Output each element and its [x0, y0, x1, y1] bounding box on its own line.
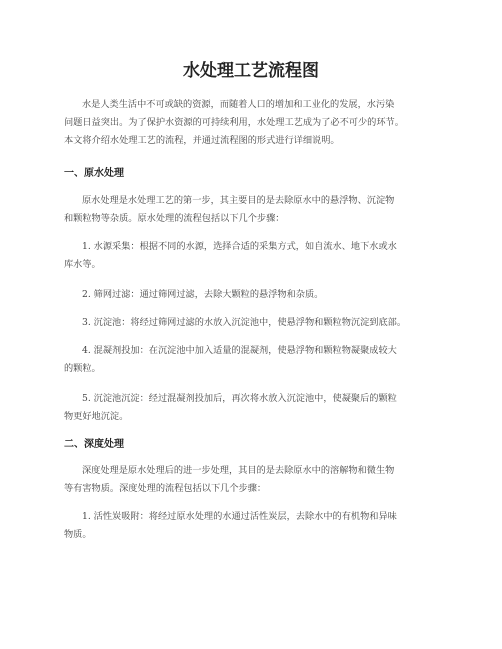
step-line: 2. 筛网过滤：通过筛网过滤，去除大颗粒的悬浮物和杂质。: [82, 289, 324, 300]
section-heading-advanced-treatment: 二、深度处理: [64, 439, 124, 450]
step-water-source-collection: [64, 238, 444, 274]
step-line: 5. 沉淀池沉淀：经过混凝剂投加后，再次将水放入沉淀池中，使凝聚后的颗粒: [82, 393, 397, 404]
section-heading-raw-water: 一、原水处理: [64, 168, 124, 179]
step-line: 3. 沉淀池：将经过筛网过滤的水放入沉淀池中，使悬浮物和颗粒物沉淀到底部。: [82, 317, 407, 328]
section2-intro-line: 深度处理是原水处理后的进一步处理，其目的是去除原水中的溶解物和微生物: [82, 465, 395, 476]
step-line: 1. 活性炭吸附：将经过原水处理的水通过活性炭层，去除水中的有机物和异味: [82, 511, 397, 522]
step-activated-carbon-adsorption: [64, 508, 444, 544]
step-screen-filtration: [64, 286, 444, 304]
step-line: 1. 水源采集：根据不同的水源，选择合适的采集方式，如自流水、地下水或水: [82, 241, 397, 252]
intro-line: 问题日益突出。为了保护水资源的可持续利用，水处理工艺成为了必不可少的环节。: [64, 117, 404, 128]
intro-line: 水是人类生活中不可或缺的资源，而随着人口的增加和工业化的发展，水污染: [82, 99, 395, 110]
step-line: 的颗粒。: [64, 363, 101, 374]
section2-intro-line: 等有害物质。深度处理的流程包括以下几个步骤：: [64, 483, 267, 494]
step-sedimentation-settling: [64, 390, 444, 426]
step-line: 物质。: [64, 529, 92, 540]
section1-intro-paragraph: [64, 192, 444, 228]
step-sedimentation-tank: [64, 314, 444, 332]
step-coagulant-dosing: [64, 342, 444, 378]
intro-paragraph: [64, 96, 444, 150]
section2-intro-paragraph: [64, 462, 444, 498]
intro-line: 本文将介绍水处理工艺的流程，并通过流程图的形式进行详细说明。: [64, 135, 340, 146]
step-line: 4. 混凝剂投加：在沉淀池中加入适量的混凝剂，使悬浮物和颗粒物凝聚成较大: [82, 345, 397, 356]
document-title: 水处理工艺流程图: [183, 61, 319, 81]
step-line: 库水等。: [64, 259, 101, 270]
section1-intro-line: 和颗粒物等杂质。原水处理的流程包括以下几个步骤：: [64, 213, 285, 224]
section1-intro-line: 原水处理是水处理工艺的第一步，其主要目的是去除原水中的悬浮物、沉淀物: [82, 195, 395, 206]
step-line: 物更好地沉淀。: [64, 411, 129, 422]
